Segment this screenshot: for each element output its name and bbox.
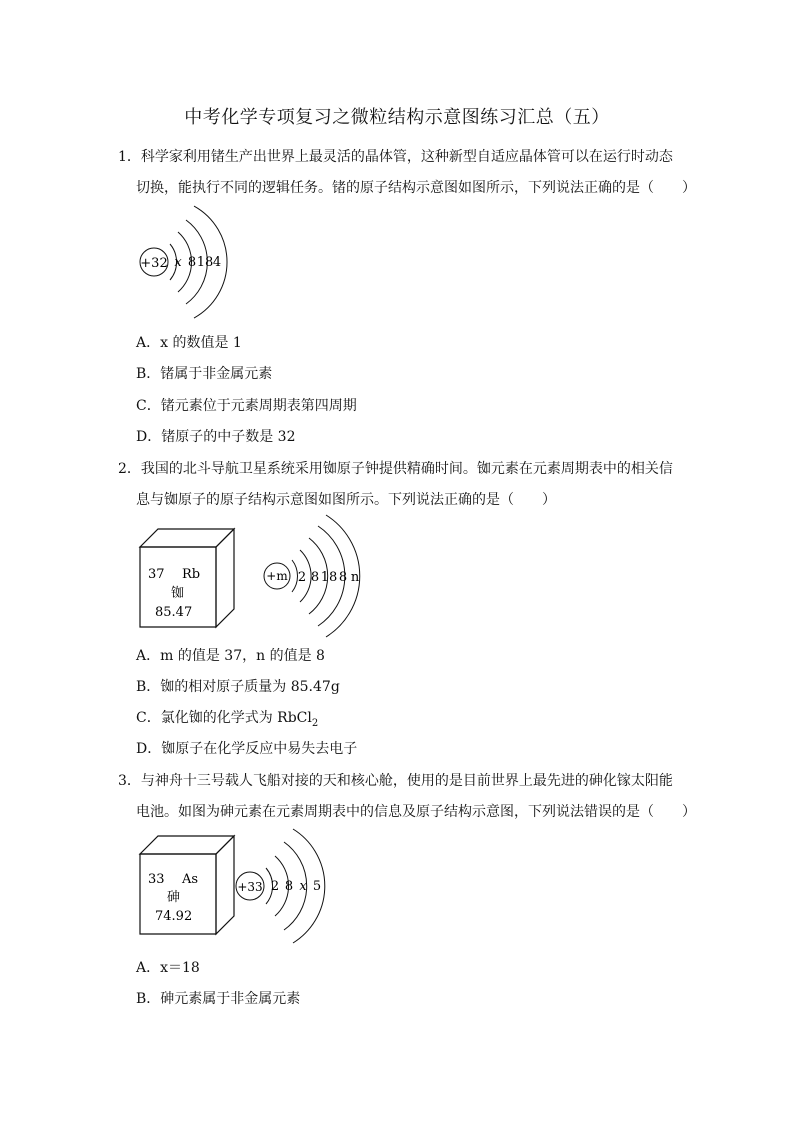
question-2-option-c-text: C．氯化铷的化学式为 RbCl (136, 710, 312, 726)
question-2-line-1 (118, 458, 673, 478)
question-1-text-1: 科学家利用锗生产出世界上最灵活的晶体管，这种新型自适应晶体管可以在运行时动态 (140, 149, 673, 165)
arsenic-element-card (136, 832, 241, 938)
atomic-number: 37 (148, 567, 165, 582)
question-1-line-2: 切换，能执行不同的逻辑任务。锗的原子结构示意图如图所示，下列说法正确的是（ ） (136, 180, 696, 196)
element-name: 砷 (167, 890, 181, 905)
nucleus-charge: +32 (140, 256, 168, 271)
nucleus-charge: +33 (237, 880, 263, 894)
question-1-option-d: D．锗原子的中子数是 32 (136, 429, 296, 445)
electron-shell-arc (292, 560, 298, 592)
rubidium-atom-diagram (260, 512, 370, 640)
question-1-option-a: A．x 的数值是 1 (136, 335, 242, 351)
shell-electron-count: 8 (338, 570, 348, 585)
question-3-option-a: A．x＝18 (136, 960, 200, 976)
question-3-text-1: 与神舟十三号载人飞船对接的天和核心舱，使用的是目前世界上最先进的砷化镓太阳能 (140, 773, 673, 789)
question-3-number: 3． (118, 773, 141, 789)
question-1-number: 1． (118, 149, 141, 165)
question-2-text-1: 我国的北斗导航卫星系统采用铷原子钟提供精确时间。铷元素在元素周期表中的相关信 (140, 461, 673, 477)
shell-electron-count: 5 (312, 879, 322, 894)
question-2-option-b: B．铷的相对原子质量为 85.47g (136, 679, 340, 695)
shell-electron-count: 2 (270, 879, 280, 894)
shell-electron-count: 4 (212, 255, 222, 270)
question-1-option-b: B．锗属于非金属元素 (136, 366, 273, 382)
question-2-option-a: A．m 的值是 37，n 的值是 8 (136, 648, 325, 664)
question-2-option-c (136, 707, 318, 729)
element-symbol: As (182, 872, 199, 887)
subscript-2: 2 (311, 717, 319, 729)
rubidium-element-card (136, 525, 241, 631)
shell-electron-count: 2 (297, 570, 307, 585)
germanium-atom-diagram (136, 200, 246, 325)
shell-electron-count: x (174, 255, 182, 270)
shell-electron-count: 8 (310, 570, 320, 585)
arsenic-atom-diagram (233, 824, 333, 948)
atomic-mass: 85.47 (155, 605, 193, 620)
atomic-mass: 74.92 (155, 909, 193, 924)
atomic-number: 33 (148, 872, 165, 887)
question-2-option-d: D．铷原子在化学反应中易失去电子 (136, 741, 358, 757)
page-title: 中考化学专项复习之微粒结构示意图练习汇总（五） (184, 107, 610, 128)
question-3-line-1 (118, 770, 673, 790)
shell-electron-count: 8 (187, 255, 197, 270)
element-symbol: Rb (182, 567, 201, 582)
question-3-line-2: 电池。如图为砷元素在元素周期表中的信息及原子结构示意图，下列说法错误的是（ ） (136, 804, 696, 820)
question-1-option-c: C．锗元素位于元素周期表第四周期 (136, 398, 357, 414)
shell-electron-count: 18 (196, 255, 214, 270)
question-3-option-b: B．砷元素属于非金属元素 (136, 991, 301, 1007)
shell-electron-count: x (299, 879, 307, 894)
element-name: 铷 (171, 586, 185, 601)
question-1-line-1 (118, 146, 673, 166)
nucleus-charge: +m (266, 569, 288, 583)
question-2-number: 2． (118, 461, 141, 477)
question-2-line-2: 息与铷原子的原子结构示意图如图所示。下列说法正确的是（ ） (136, 492, 556, 508)
shell-electron-count: 8 (284, 879, 294, 894)
shell-electron-count: 18 (320, 570, 338, 585)
shell-electron-count: n (350, 570, 360, 585)
